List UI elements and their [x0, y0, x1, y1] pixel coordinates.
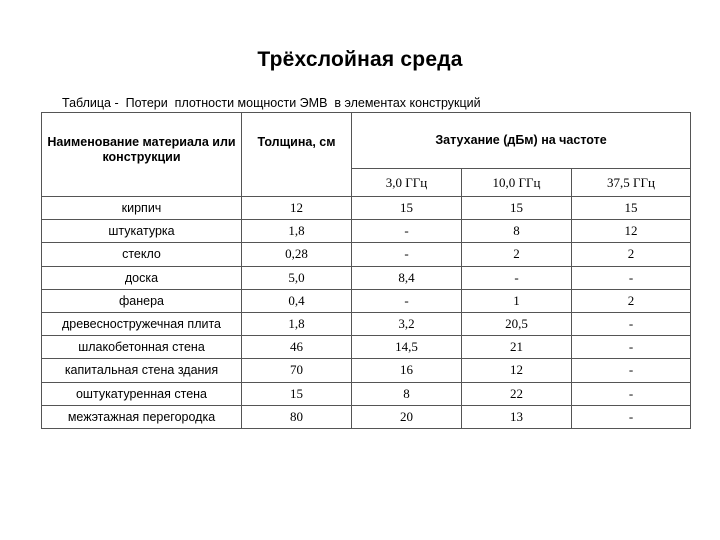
table-row: [42, 197, 691, 220]
cell-material: древесностружечная плита: [42, 312, 242, 335]
cell-value-10ghz: -: [462, 266, 572, 289]
cell-material: кирпич: [42, 197, 242, 220]
cell-value-37ghz: -: [572, 312, 691, 335]
cell-value-3ghz: 16: [352, 359, 462, 382]
cell-value-10ghz: 2: [462, 243, 572, 266]
page-title: Трёхслойная среда: [257, 48, 463, 71]
table-body: [42, 197, 691, 429]
header-freq-3: 37,5 ГГц: [572, 169, 691, 197]
table-row: [42, 312, 691, 335]
cell-value-10ghz: 13: [462, 405, 572, 428]
cell-material: шлакобетонная стена: [42, 336, 242, 359]
cell-material: фанера: [42, 289, 242, 312]
cell-value-10ghz: 21: [462, 336, 572, 359]
header-freq-1: 3,0 ГГц: [352, 169, 462, 197]
cell-thickness: 0,28: [242, 243, 352, 266]
cell-value-37ghz: -: [572, 382, 691, 405]
cell-material: штукатурка: [42, 220, 242, 243]
table-row: [42, 243, 691, 266]
cell-value-3ghz: -: [352, 220, 462, 243]
cell-value-37ghz: 2: [572, 243, 691, 266]
table-row: [42, 220, 691, 243]
table-row: [42, 266, 691, 289]
cell-material: доска: [42, 266, 242, 289]
cell-value-37ghz: 2: [572, 289, 691, 312]
header-freq-2: 10,0 ГГц: [462, 169, 572, 197]
cell-material: оштукатуренная стена: [42, 382, 242, 405]
cell-value-3ghz: 8: [352, 382, 462, 405]
table-row: [42, 289, 691, 312]
cell-value-10ghz: 12: [462, 359, 572, 382]
cell-value-10ghz: 8: [462, 220, 572, 243]
cell-value-10ghz: 22: [462, 382, 572, 405]
header-thickness: Толщина, см: [242, 113, 352, 197]
table-row: [42, 405, 691, 428]
table-row: [42, 336, 691, 359]
cell-value-3ghz: 3,2: [352, 312, 462, 335]
cell-material: межэтажная перегородка: [42, 405, 242, 428]
cell-thickness: 1,8: [242, 220, 352, 243]
cell-value-3ghz: -: [352, 243, 462, 266]
cell-value-3ghz: 14,5: [352, 336, 462, 359]
cell-value-3ghz: -: [352, 289, 462, 312]
cell-material: капитальная стена здания: [42, 359, 242, 382]
header-material: Наименование материала или конструкции: [42, 113, 242, 197]
table-row: [42, 359, 691, 382]
cell-thickness: 15: [242, 382, 352, 405]
cell-thickness: 80: [242, 405, 352, 428]
cell-value-3ghz: 8,4: [352, 266, 462, 289]
cell-material: стекло: [42, 243, 242, 266]
table-row: [42, 382, 691, 405]
cell-thickness: 1,8: [242, 312, 352, 335]
cell-thickness: 46: [242, 336, 352, 359]
cell-value-10ghz: 1: [462, 289, 572, 312]
cell-thickness: 70: [242, 359, 352, 382]
cell-value-3ghz: 15: [352, 197, 462, 220]
cell-thickness: 12: [242, 197, 352, 220]
header-attenuation: Затухание (дБм) на частоте: [352, 113, 691, 169]
cell-value-10ghz: 15: [462, 197, 572, 220]
cell-thickness: 5,0: [242, 266, 352, 289]
table-caption: Таблица - Потери плотности мощности ЭМВ в элементах конструкций: [62, 96, 481, 110]
cell-value-37ghz: -: [572, 405, 691, 428]
cell-value-3ghz: 20: [352, 405, 462, 428]
cell-value-37ghz: 15: [572, 197, 691, 220]
cell-value-37ghz: -: [572, 336, 691, 359]
cell-value-37ghz: 12: [572, 220, 691, 243]
attenuation-table: [41, 112, 691, 429]
cell-value-37ghz: -: [572, 359, 691, 382]
cell-value-37ghz: -: [572, 266, 691, 289]
cell-value-10ghz: 20,5: [462, 312, 572, 335]
cell-thickness: 0,4: [242, 289, 352, 312]
